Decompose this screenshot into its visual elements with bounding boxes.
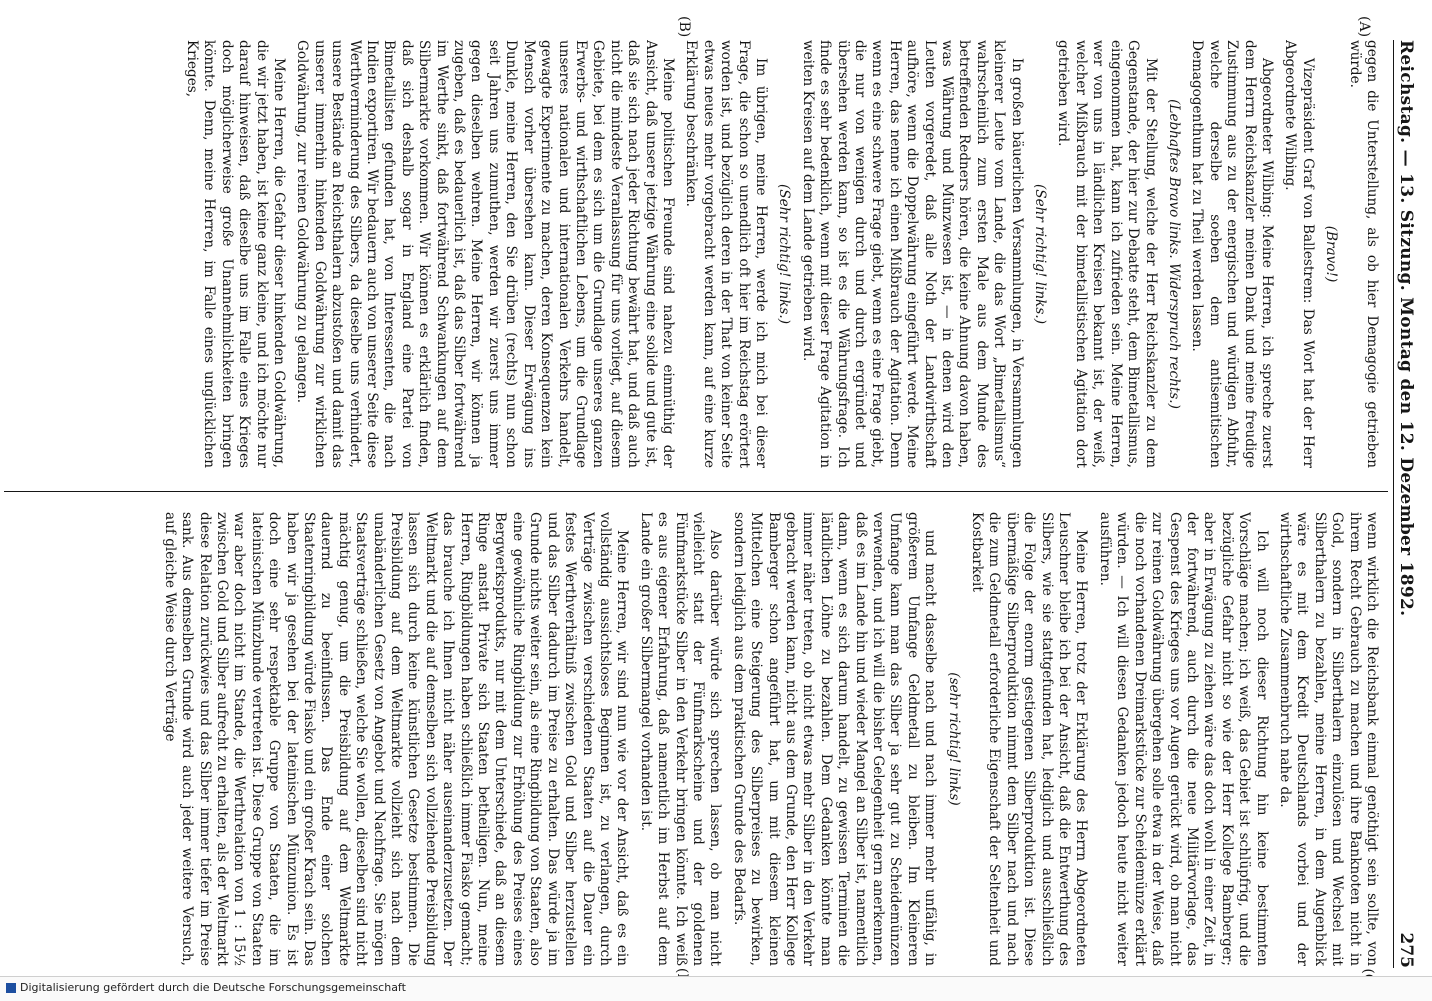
left-column-paragraph: In großen bäuerlichen Versammlungen, in Versammlungen kleinerer Leute vom Lande, die das Wort „Bimetallismus“ wahrscheinlich zum ersten Male aus dem Munde des betreffenden Redners hören, die keine Ahnung davon haben, was Währung und Münzwesen ist, — in denen wird den Leuten vorgeredet, daß alle Noth der Landwirthschaft aufhöre, wenn die Doppelwährung eingeführt werde. Meine Herren, das nenne ich einen Mißbrauch der Agitation. Denn wenn es eine schwere Frage giebt, wenn es eine Frage giebt, die nur von wenigen durch und durch ergründet und übersehen werden kann, so ist es die Währungsfrage. Ich finde es sehr bedenklich, wenn mit dieser Frage Agitation in weiten Kreisen auf dem Lande getrieben wird. — [799, 40, 1025, 468]
left-column-paragraph: Abgeordneter Wilbing: Meine Herren, ich spreche zuerst dem Herrn Reichskanzler meinen Dank und meine freudige Zustimmung aus zu der energischen und würdigen Abfuhr, welche derselbe soeben dem antisemitischen Demagogenthum hat zu Theil werden lassen. — [1189, 40, 1275, 468]
left-column-paragraph: (Lebhaftes Bravo links. Widerspruch rechts.) — [1165, 99, 1182, 409]
left-column-paragraph: Mit der Stellung, welche der Herr Reichskanzler zu dem Gegenstande, der hier zur Debatte steht, dem Bimetallismus, eingenommen hat, kann ich zufrieden sein. Meine Herren, wer von uns in ländlichen Kreisen bekannt ist, der weiß, welcher Mißbrauch mit der bimetallistischen Agitation dort getrieben wird. — [1055, 40, 1159, 468]
page-header — [1393, 40, 1418, 968]
right-column-paragraph: Also darüber würde sich sprechen lassen, ob man nicht vielleicht statt der Fünfmarkscheine und der goldenen Fünfmarkstücke Silber in den Verkehr bringen könnte. Ich weiß es aus eigener Erfahrung, daß namentlich im Herbst auf dem Lande ein großer Silbermangel vorhanden ist. — [637, 512, 724, 966]
margin-marker-a: (A) — [1356, 16, 1372, 38]
page-number: 275 — [1396, 932, 1416, 968]
left-column-paragraph: Vizepräsident Graf von Ballestrem: Das Wort hat der Herr Abgeordnete Wilbing. — [1282, 40, 1316, 468]
right-column-paragraph: wenn wirklich die Reichsbank einmal genöthigt sein sollte, von ihrem Recht Gebrauch zu machen und ihre Banknoten nicht in Gold, sondern in Silberthalern einzulösen und Wechsel mit Silberthalern zu bezahlen, meine Herren, in dem Augenblick wäre es mit dem Kredit Deutschlands vorbei und der wirthschaftliche Zusammenbruch nahe da. — [1276, 512, 1380, 966]
right-column-paragraph: Meine Herren, wir sind nun wie vor der Ansicht, daß es ein vollständig aussichtsloses Beginnen ist, zu verlangen, durch Verträge zwischen verschiedenen Staaten auf die Dauer ein festes Werthverhältniß zwischen Gold und Silber herzustellen und das Silber dadurch im Preise zu erhalten. Das würde ja im Grunde nichts weiter sein, als eine Ringbildung von Staaten, also eine gewöhnliche Ringbildung zur Erhöhung des Preises eines Bergwerksprodukts, nur mit dem Unterschiede, daß an diesem Ringe anstatt Private sich Staaten betheiligen. Nun, meine Herren, Ringbildungen haben schließlich immer Fiasko gemacht; das brauche ich Ihnen nicht näher auseinanderzusetzen. Der Weltmarkt und die auf demselben sich vollziehende Preisbildung lassen sich durch keine künstlichen Gesetze bestimmen. Die Preisbildung auf dem Weltmarkte vollzieht sich nach dem unabänderlichen Gesetz von Angebot und Nachfrage. Sie mögen Staatsverträge schließen, welche Sie wollen, dieselben sind nicht mächtig genug, um die Preisbildung auf dem Weltmarkte dauernd zu beeinflussen. Das Ende einer solchen Staatenringbildung würde Fiasko und ein großer Krach sein. Das haben wir ja gesehen bei der lateinischen Münzunion. Es ist doch eine sehr respektable Gruppe von Staaten, die im lateinischen Münzbunde vertreten ist. Diese Gruppe von Staaten war aber doch nicht im Stande, die Werthrelation von 1 : 15½ zwischen Gold und Silber aufrecht zu erhalten, als der Weltmarkt diese Relation zurückwies und das Silber immer tiefer im Preise sank. Aus demselben Grunde wird auch jeder weitere Versuch, auf gleiche Weise durch Verträge — [161, 512, 631, 966]
running-title: Reichstag. — 13. Sitzung. Montag den 12. Dezember 1892. — [1396, 40, 1416, 617]
digitization-footer — [0, 976, 1432, 1001]
margin-marker-b: (B) — [676, 16, 692, 38]
right-column — [6, 512, 1380, 966]
left-column-paragraph: gegen die Unterstellung, als ob hier Demagogie getrieben würde. — [1346, 40, 1380, 468]
dfg-logo-icon — [6, 983, 16, 993]
right-column-paragraph: (sehr richtig! links) — [945, 672, 962, 806]
column-divider — [4, 491, 1388, 492]
left-column-paragraph: Im übrigen, meine Herren, werde ich mich bei dieser Frage, die schon so unendlich oft hier im Reichstag erörtert worden ist, und bezüglich deren in der That von keiner Seite etwas neues mehr vorgebracht werden kann, auf eine kurze Erklärung beschränken. — [683, 40, 769, 468]
footer-credit: Digitalisierung gefördert durch die Deutsche Forschungsgemeinschaft — [20, 981, 406, 994]
left-column — [6, 40, 1380, 468]
left-column-paragraph: (Sehr richtig! links.) — [776, 183, 793, 325]
left-column-paragraph: Meine politischen Freunde sind nahezu einmüthig der Ansicht, daß unsere jetzige Währung eine solide und gute ist, daß sie sich nach jeder Richtung bewährt hat, und daß auch nicht die mindeste Veranlassung für uns vorliegt, auf diesem Gebiete, bei dem es sich um die Grundlage unseres ganzen Erwerbs- und wirthschaftlichen Lebens, um die Grundlage unseres nationalen und internationalen Verkehrs handelt, gewagte Experimente zu machen, deren Konsequenzen kein Mensch vorher übersehen kann. Dieser Erwägung ins Dunkle, meine Herren, den Sie drüben (rechts) nun schon seit Jahren uns zumuthen, werden wir zuerst uns immer gegen dieselben wehren. Meine Herren, wir können ja zugeben, daß es bedauerlich ist, daß das Silber fortwährend im Werthe sinkt, daß fortwährend Schwankungen auf dem Silbermarkte vorkommen. Wir können es erklärlich finden, daß sich deshalb sogar in England eine Partei von Bimetallisten gefunden hat, von Interessenten, die nach Indien exportiren. Wir bedauern auch von unserer Seite diese Werthverminderung des Silbers, da dieselbe uns verhindert, unsere Bestände an Reichsthalern abzustoßen und damit das unserer immerhin hinkenden Goldwährung zur wirklichen Goldwährung, zur reinen Goldwährung zu gelangen. — [294, 40, 676, 468]
left-column-paragraph: (Sehr richtig! links.) — [1032, 183, 1049, 325]
left-column-paragraph: (Bravo!) — [1323, 225, 1340, 283]
right-column-paragraph: Ich will noch dieser Richtung hin keine bestimmten Vorschläge machen; ich weiß, das Gebiet ist schlüpfrig, und die bezügliche Gefahr nicht so wie der Herr Kollege Bamberger; aber in Erwägung zu ziehen wäre das doch wohl in einer Zeit, in der fortwährend, auch durch die neue Militärvorlage, das Gespenst des Krieges uns vor Augen gerückt wird, ob man nicht zur reinen Goldwährung übergehen solle etwa in der Weise, daß die noch vorhandenen Dreimarkstücke zur Scheidemünze erklärt würden. — Ich will diesen Gedanken jedoch heute nicht weiter ausführen. — [1096, 512, 1270, 966]
right-column-paragraph: Meine Herren, trotz der Erklärung des Herrn Abgeordneten Leuschner bleibe ich bei der Ansicht, daß die Entwerthung des Silbers, wie sie stattgefunden hat, lediglich und ausschließlich die Folge der enorm gestiegenen Silberproduktion ist. Diese übermäßige Silberproduktion nimmt dem Silber nach und nach die zum Geldmetall erforderliche Eigenschaft der Seltenheit und Kostbarkeit — [969, 512, 1090, 966]
left-column-paragraph: Meine Herren, die Gefahr dieser hinkenden Goldwährung, die wir jetzt haben, ist keine ganz kleine, und ich möchte nur darauf hinweisen, daß dieselbe uns im Falle eines Krieges doch möglicherweise große Unannehmlichkeiten bringen könnte. Denn, meine Herren, im Falle eines unglücklichen Krieges, — [184, 40, 288, 468]
right-column-paragraph: und macht dasselbe nach und nach immer mehr unfähig, in größerem Umfange Geldmetall zu bleiben. Im Kleineren Umfange kann man das Silber ja sehr gut zu Scheidemünzen verwenden, und ich will die bisher Gelegenheit gern anerkennen, daß es im Lande hin und wieder Mangel an Silber ist, namentlich dann, wenn es sich darum handelt, zu gewissen Terminen die ländlichen Löhne zu bezahlen. Dem Gedanken könnte man immer näher treten, ob nicht etwas mehr Silber in den Verkehr gebracht werden kann, nicht aus dem Grunde, den Herr Kollege Bamberger schon angeführt hat, um mit diesem kleinen Mittelchen eine Steigerung des Silberpreises zu bewirken, sondern lediglich aus dem praktischen Grunde des Bedarfs. — [730, 512, 939, 966]
